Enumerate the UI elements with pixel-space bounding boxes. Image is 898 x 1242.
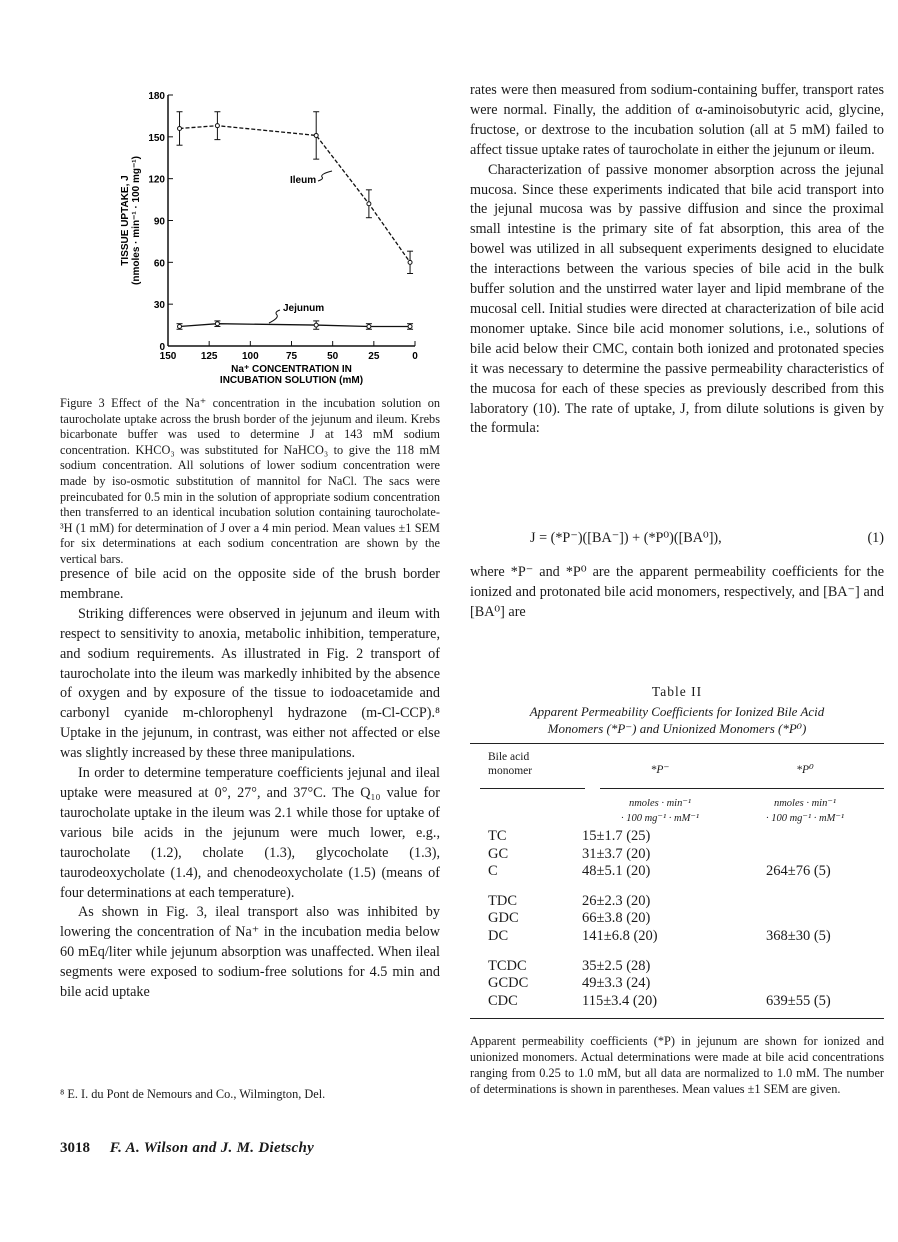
y-tick-label: 180 [148,91,165,102]
cell-p-zero: 639±55 (5) [766,992,831,1009]
page-number: 3018 [60,1140,90,1156]
right-column-text [470,81,884,439]
figure-3-chart [100,80,440,390]
table-row [470,928,884,946]
equation-1 [530,530,884,547]
cell-monomer: CDC [488,992,518,1009]
table-subtitle [470,703,884,737]
cell-p-minus: 49±3.3 (24) [582,975,651,992]
table-units [470,790,884,828]
x-tick-label: 100 [241,351,259,362]
table-row [470,828,884,846]
header-p-minus: *P⁻ [650,764,670,776]
data-point [408,324,412,328]
cell-monomer: TCDC [488,957,527,974]
table-row [470,893,884,911]
cell-monomer: TC [488,828,507,844]
cell-p-minus: 115±3.4 (20) [582,992,658,1009]
y-axis-label: (nmoles · min⁻¹ · 100 mg⁻¹) [131,156,142,285]
table-row [470,993,884,1011]
x-tick-label: 125 [200,351,218,362]
jejunum-pointer-arrow [269,310,280,323]
x-tick-label: 25 [368,351,380,362]
data-point [215,124,219,128]
table-subtitle-line: Monomers (*P⁻) and Unionized Monomers (*P⁰) [547,721,807,736]
right-column-continued [470,563,884,623]
cell-p-zero: 368±30 (5) [766,927,831,944]
cell-monomer: C [488,863,498,880]
cell-p-minus: 35±2.5 (28) [582,957,651,974]
data-point [215,322,219,326]
paragraph: Striking differences were observed in jejunum and ileum with respect to sensitivity to anoxia, metabolic inhibition, temperature, and sodium requirements. As illustrated in Fig. 2 transport of taurocholate into the ileum was markedly inhibited by the absence of oxygen and by exposure of the tissue to iodoacetamide and carbonyl cyanide m-chlorophenyl hydrazone (m-Cl-CCP).⁸ Uptake in the jejunum, in contrast, was either not affected or else was slightly increased by these three manipulations. [60,605,440,762]
footnote: ⁸ E. I. du Pont de Nemours and Co., Wilmington, Del. [60,1087,326,1101]
left-column-text [60,565,440,1003]
cell-p-minus: 48±5.1 (20) [582,863,651,880]
table-title: Table II [651,684,703,699]
x-tick-label: 0 [412,351,418,362]
paragraph: presence of bile acid on the opposite side of the brush border membrane. [60,566,440,602]
units-p-minus: nmoles · min⁻¹ · 100 mg⁻¹ · mM⁻¹ [620,798,700,824]
series-label-ileum: Ileum [290,175,317,186]
units-p-zero: nmoles · min⁻¹ · 100 mg⁻¹ · mM⁻¹ [765,798,845,824]
y-tick-label: 150 [148,132,165,144]
cell-p-minus: 31±3.7 (20) [582,845,651,862]
page-footer [60,1140,314,1157]
x-tick-label: 50 [327,351,339,362]
table-row [470,846,884,864]
y-tick-label: 90 [153,216,165,228]
data-point [178,126,182,130]
y-tick-label: 120 [148,174,165,186]
cell-p-minus: 26±2.3 (20) [582,892,651,909]
running-authors: F. A. Wilson and J. M. Dietschy [109,1140,315,1156]
x-tick-label: 150 [159,351,177,362]
cell-monomer: GDC [488,910,519,927]
table-row [470,910,884,928]
series-line-ileum [180,126,411,263]
cell-p-minus: 15±1.7 (25) [582,828,651,844]
data-point [314,323,318,327]
y-tick-label: 60 [153,258,165,270]
table-ii [470,684,884,1019]
table-note: Apparent permeability coefficients (*P) in jejunum are shown for ionized and unionized monomers. Actual determinations were made at bile acid concentrations ranging from 0.25 to 1.0 mM, but all data are normalized to 1.0 mM. The number of determinations is shown in parentheses. Mean values ±1 SEM are given. [470,1034,884,1096]
data-point [408,260,412,264]
x-tick-label: 75 [285,351,298,362]
series-line-jejunum [180,324,411,327]
y-tick-label: 0 [159,342,165,353]
y-axis-label: TISSUE UPTAKE, J [120,175,131,266]
figure-caption: Figure 3 Effect of the Na⁺ concentration in the incubation solution on taurocholate uptake across the brush border of the jejunum and ileum. Krebs bicarbonate buffer was used to determine J at 143 mM sodium concentration. KHCO₃ was substituted for NaHCO₃ to give the 118 mM sodium concentration. All solutions of lower sodium concentration were made by iso-osmotic substitution of mannitol for NaCl. The sacs were preincubated for 0.5 min in the solution of appropriate sodium concentration then transferred to an identical incubation solution containing taurocholate-³H (1 mM) for determination of J over a 4 min period. Mean values ±1 SEM for six determinations at each sodium concentration are shown by the vertical bars. [60,396,440,566]
cell-p-minus: 66±3.8 (20) [582,910,651,927]
cell-monomer: TDC [488,892,517,909]
header-bile-acid: Bile acid monomer [488,751,533,777]
paragraph: In order to determine temperature coefficients jejunal and ileal uptake were measured at 0°, 27°, and 37°C. The Q₁₀ value for taurocholate uptake in the ileum was 2.1 while those for uptake of various bile acids in the jejunum were much lower, e.g., taurocholate (1.2), cholate (1.3), glycocholate (1.3), taurodeoxycholate (1.4), and chenodeoxycholate (1.5) (means of four determinations at each temperature). [60,765,440,901]
y-tick-label: 30 [153,300,165,312]
cell-p-zero: 264±76 (5) [766,863,831,880]
x-axis-label: Na⁺ CONCENTRATION IN [231,364,352,375]
table-subtitle-line: Apparent Permeability Coefficients for Ionized Bile Acid [529,704,825,719]
paragraph: rates were then measured from sodium-containing buffer, transport rates were normal. Finally, the addition of α-aminoisobutyric acid, glycine, fructose, or dextrose to the incubation solution (all at 5 mM) failed to affect tissue uptake rates of taurocholate in either the jejunum or ileum. [470,82,884,158]
cell-monomer: DC [488,927,509,944]
equation-text: J = (*P⁻)([BA⁻]) + (*P⁰)([BA⁰]), [530,530,722,546]
paragraph: Characterization of passive monomer absorption across the jejunal mucosa. Since these experiments indicated that bile acid transport into the jejunal mucosa was by passive diffusion and since the proximal small intestine is the primary site of fat absorption, this area of the bowel was utilized in all subsequent experiments designed to elucidate the interactions between the various species of bile acid in the bulk buffer solution and the unstirred water layer and lipid membrane of the mucosal cell. Initial studies were directed at characterization of bile acid monomer uptake. Since bile acid monomer solutions, i.e., solutions of bile acid below their CMC, contain both ionized and protonated species it was necessary to determine the passive permeability characteristics of the mucosa for each of these species as previously described from this laboratory (10). The rate of uptake, J, from dilute solutions is given by the formula: [470,161,884,437]
data-point [367,202,371,206]
table-row [470,863,884,881]
data-point [178,324,182,328]
equation-number: (1) [867,530,884,546]
cell-p-minus: 141±6.8 (20) [582,927,658,944]
table-body [470,828,884,1010]
data-point [367,324,371,328]
data-point [314,133,318,137]
paragraph: As shown in Fig. 3, ileal transport also was inhibited by lowering the concentration of Na⁺ in the incubation media below 60 mEq/liter while jejunum absorption was unaffected. When ileal segments were exposed to sodium-free solutions for 4.5 min and bile acid uptake [60,904,440,1001]
cell-monomer: GC [488,845,509,862]
table-header [470,744,884,788]
series-label-jejunum: Jejunum [283,303,325,314]
paragraph: where *P⁻ and *P⁰ are the apparent permeability coefficients for the ionized and protonated bile acid monomers, respectively, and [BA⁻] and [BA⁰] are [470,564,884,620]
ileum-pointer-arrow [318,171,332,181]
table-row [470,975,884,993]
x-axis-label: INCUBATION SOLUTION (mM) [219,375,364,386]
header-p-zero: *P⁰ [796,764,814,776]
table-row [470,958,884,976]
cell-monomer: GCDC [488,975,529,992]
